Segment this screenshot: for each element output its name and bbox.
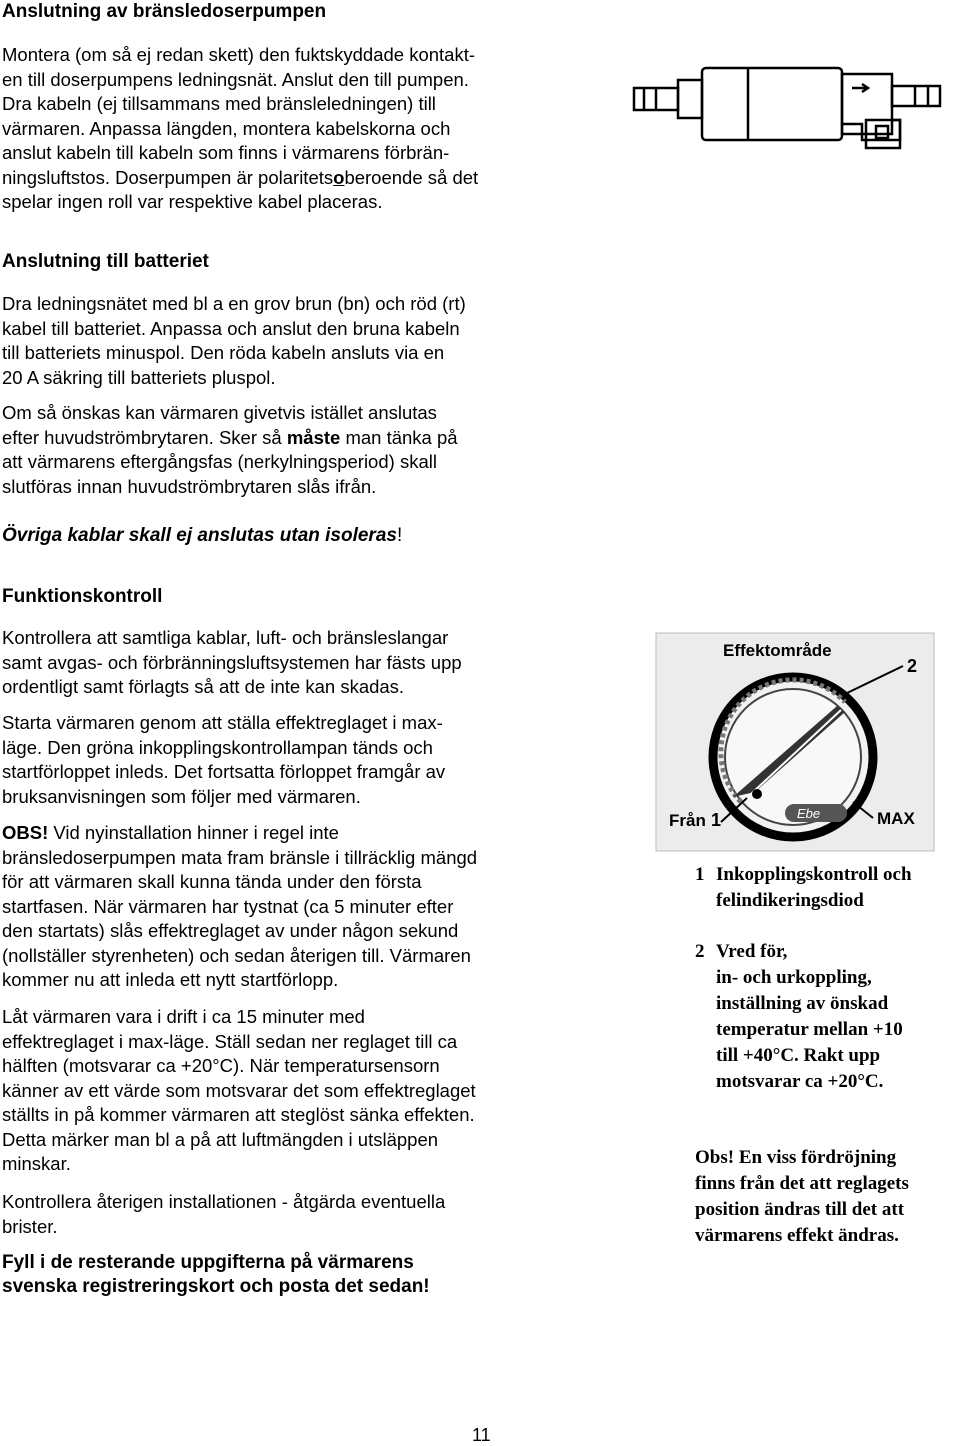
pump-line-end: beroende så det xyxy=(344,166,479,188)
warning-text: Övriga kablar skall ej anslutas utan isoleras xyxy=(2,525,397,546)
pump-line-mid: Doserpumpen är polaritets xyxy=(109,166,334,188)
final-instruction xyxy=(2,1251,430,1299)
knob-title: Effektområde xyxy=(723,641,832,660)
caption-line: position ändras till det att xyxy=(695,1199,905,1220)
final-line: Fyll i de resterande uppgifterna på värmarens xyxy=(2,1252,414,1273)
function-paragraph-1 xyxy=(2,626,462,700)
battery-text: efter huvudströmbrytaren. Sker så xyxy=(2,426,287,448)
function-line: känner av ett värde som motsvarar det som effektreglaget xyxy=(2,1079,476,1101)
function-line: brister. xyxy=(2,1215,58,1237)
battery-line xyxy=(2,426,458,451)
battery-line: att värmarens eftergångsfas (nerkylningsperiod) skall xyxy=(2,451,437,472)
battery-line: Dra ledningsnätet med bl a en grov brun (bn) och röd (rt) xyxy=(2,293,466,314)
battery-paragraph-1 xyxy=(2,292,466,390)
caption-1 xyxy=(716,862,912,914)
pump-line: Montera (om så ej redan skett) den fuktskyddade kontakt- xyxy=(2,44,476,65)
caption-line: finns från det att reglagets xyxy=(695,1173,909,1194)
battery-line: till batteriets minuspol. Den röda kabeln ansluts via en xyxy=(2,342,445,363)
caption-obs xyxy=(695,1145,909,1249)
function-line: minskar. xyxy=(2,1153,71,1174)
emphasis-text: måste xyxy=(286,426,341,448)
marker-1-label: 1 xyxy=(711,810,722,830)
battery-line: 20 A säkring till batteriets pluspol. xyxy=(2,366,276,388)
caption-line: till +40°C. Rakt upp xyxy=(716,1045,881,1066)
pump-line: en till doserpumpens ledningsnät. Anslut den till pumpen. xyxy=(2,68,469,90)
insulation-warning xyxy=(2,524,402,548)
power-knob-illustration xyxy=(655,632,935,852)
function-line: läge. Den gröna inkopplingskontrollampan tänds och xyxy=(2,736,433,758)
marker-2-label: 2 xyxy=(907,656,918,676)
function-line: kommer nu att inleda ett nytt startförlopp. xyxy=(2,969,339,990)
battery-line: kabel till batteriet. Anpassa och anslut den bruna kabeln xyxy=(2,317,460,339)
function-line: startförloppet inleds. Det fortsatta förloppet framgår av xyxy=(2,761,446,782)
pump-paragraph xyxy=(2,43,478,215)
battery-line: Om så önskas kan värmaren givetvis istället anslutas xyxy=(2,402,437,423)
function-line: hälften (motsvarar ca +20°C). När temperatursensorn xyxy=(2,1055,440,1076)
caption-line: in- och urkoppling, xyxy=(716,967,872,988)
caption-line: felindikeringsdiod xyxy=(716,890,864,911)
function-line: (nollställer styrenheten) och sedan återigen till. Värmaren xyxy=(2,944,471,966)
function-line: startfasen. När värmaren har tystnat (ca 5 minuter efter xyxy=(2,895,454,917)
warning-mark: ! xyxy=(396,525,403,546)
function-line: Låt värmaren vara i drift i ca 15 minuter med xyxy=(2,1006,365,1027)
pump-line: anslut kabeln till kabeln som finns i värmarens förbrän- xyxy=(2,142,450,163)
section-heading-pump: Anslutning av bränsledoserpumpen xyxy=(2,1,327,22)
max-label: MAX xyxy=(877,809,915,828)
pump-line xyxy=(2,166,478,191)
function-paragraph-5 xyxy=(2,1190,445,1239)
page-number: 11 xyxy=(472,1425,491,1445)
function-line: för att värmaren skall kunna tända under den första xyxy=(2,871,422,892)
caption-line: temperatur mellan +10 xyxy=(716,1019,903,1040)
off-label: Från xyxy=(669,811,706,830)
pump-line: Dra kabeln (ej tillsammans med bränsleledningen) till xyxy=(2,93,436,114)
caption-1-number: 1 xyxy=(695,864,705,885)
function-paragraph-2 xyxy=(2,711,445,809)
function-line: samt avgas- och förbränningsluftsystemen har fästs upp xyxy=(2,651,462,673)
caption-line: Vred för, xyxy=(716,941,788,962)
caption-line: Obs! En viss fördröjning xyxy=(695,1147,897,1168)
pump-line: värmaren. Anpassa längden, montera kabelskorna och xyxy=(2,117,451,139)
function-line xyxy=(2,821,477,846)
section-heading-battery: Anslutning till batteriet xyxy=(2,251,209,272)
function-paragraph-4 xyxy=(2,1005,476,1177)
function-line: bränsledoserpumpen mata fram bränsle i tillräcklig mängd xyxy=(2,846,478,868)
dial-text: Ebe xyxy=(797,806,821,821)
caption-2 xyxy=(716,939,903,1095)
underlined-letter: o xyxy=(333,166,345,188)
dosing-pump-illustration xyxy=(630,60,945,180)
caption-line: motsvarar ca +20°C. xyxy=(716,1071,884,1092)
battery-paragraph-2 xyxy=(2,401,458,499)
pump-line: spelar ingen roll var respektive kabel placeras. xyxy=(2,191,383,212)
function-line: Kontrollera återigen installationen - åtgärda eventuella xyxy=(2,1191,446,1212)
function-line: ordentligt samt förlagts så att de inte kan skadas. xyxy=(2,676,405,697)
function-line: ställts in på kommer värmaren att steglöst sänka effekten. xyxy=(2,1104,475,1125)
obs-label: OBS! xyxy=(2,822,49,843)
caption-line: inställning av önskad xyxy=(716,993,889,1014)
battery-text: man tänka på xyxy=(340,426,458,448)
function-line: den startats) slås effektreglaget av under någon sekund xyxy=(2,920,459,941)
function-paragraph-3 xyxy=(2,821,477,993)
pump-line-start: ningsluftstos. xyxy=(2,166,110,188)
function-text: Vid nyinstallation hinner i regel inte xyxy=(48,822,339,843)
caption-line: värmarens effekt ändras. xyxy=(695,1225,899,1246)
caption-2-number: 2 xyxy=(695,941,705,962)
function-line: effektreglaget i max-läge. Ställ sedan ner reglaget till ca xyxy=(2,1030,458,1052)
caption-line: Inkopplingskontroll och xyxy=(716,864,912,885)
function-line: Detta märker man bl a på att luftmängden i utsläppen xyxy=(2,1128,439,1150)
function-line: Starta värmaren genom att ställa effektreglaget i max- xyxy=(2,712,443,733)
battery-line: slutföras innan huvudströmbrytaren slås ifrån. xyxy=(2,475,377,497)
section-heading-function: Funktionskontroll xyxy=(2,586,163,607)
final-line: svenska registreringskort och posta det sedan! xyxy=(2,1276,430,1297)
function-line: bruksanvisningen som följer med värmaren. xyxy=(2,785,361,807)
function-line: Kontrollera att samtliga kablar, luft- och bränsleslangar xyxy=(2,627,449,648)
